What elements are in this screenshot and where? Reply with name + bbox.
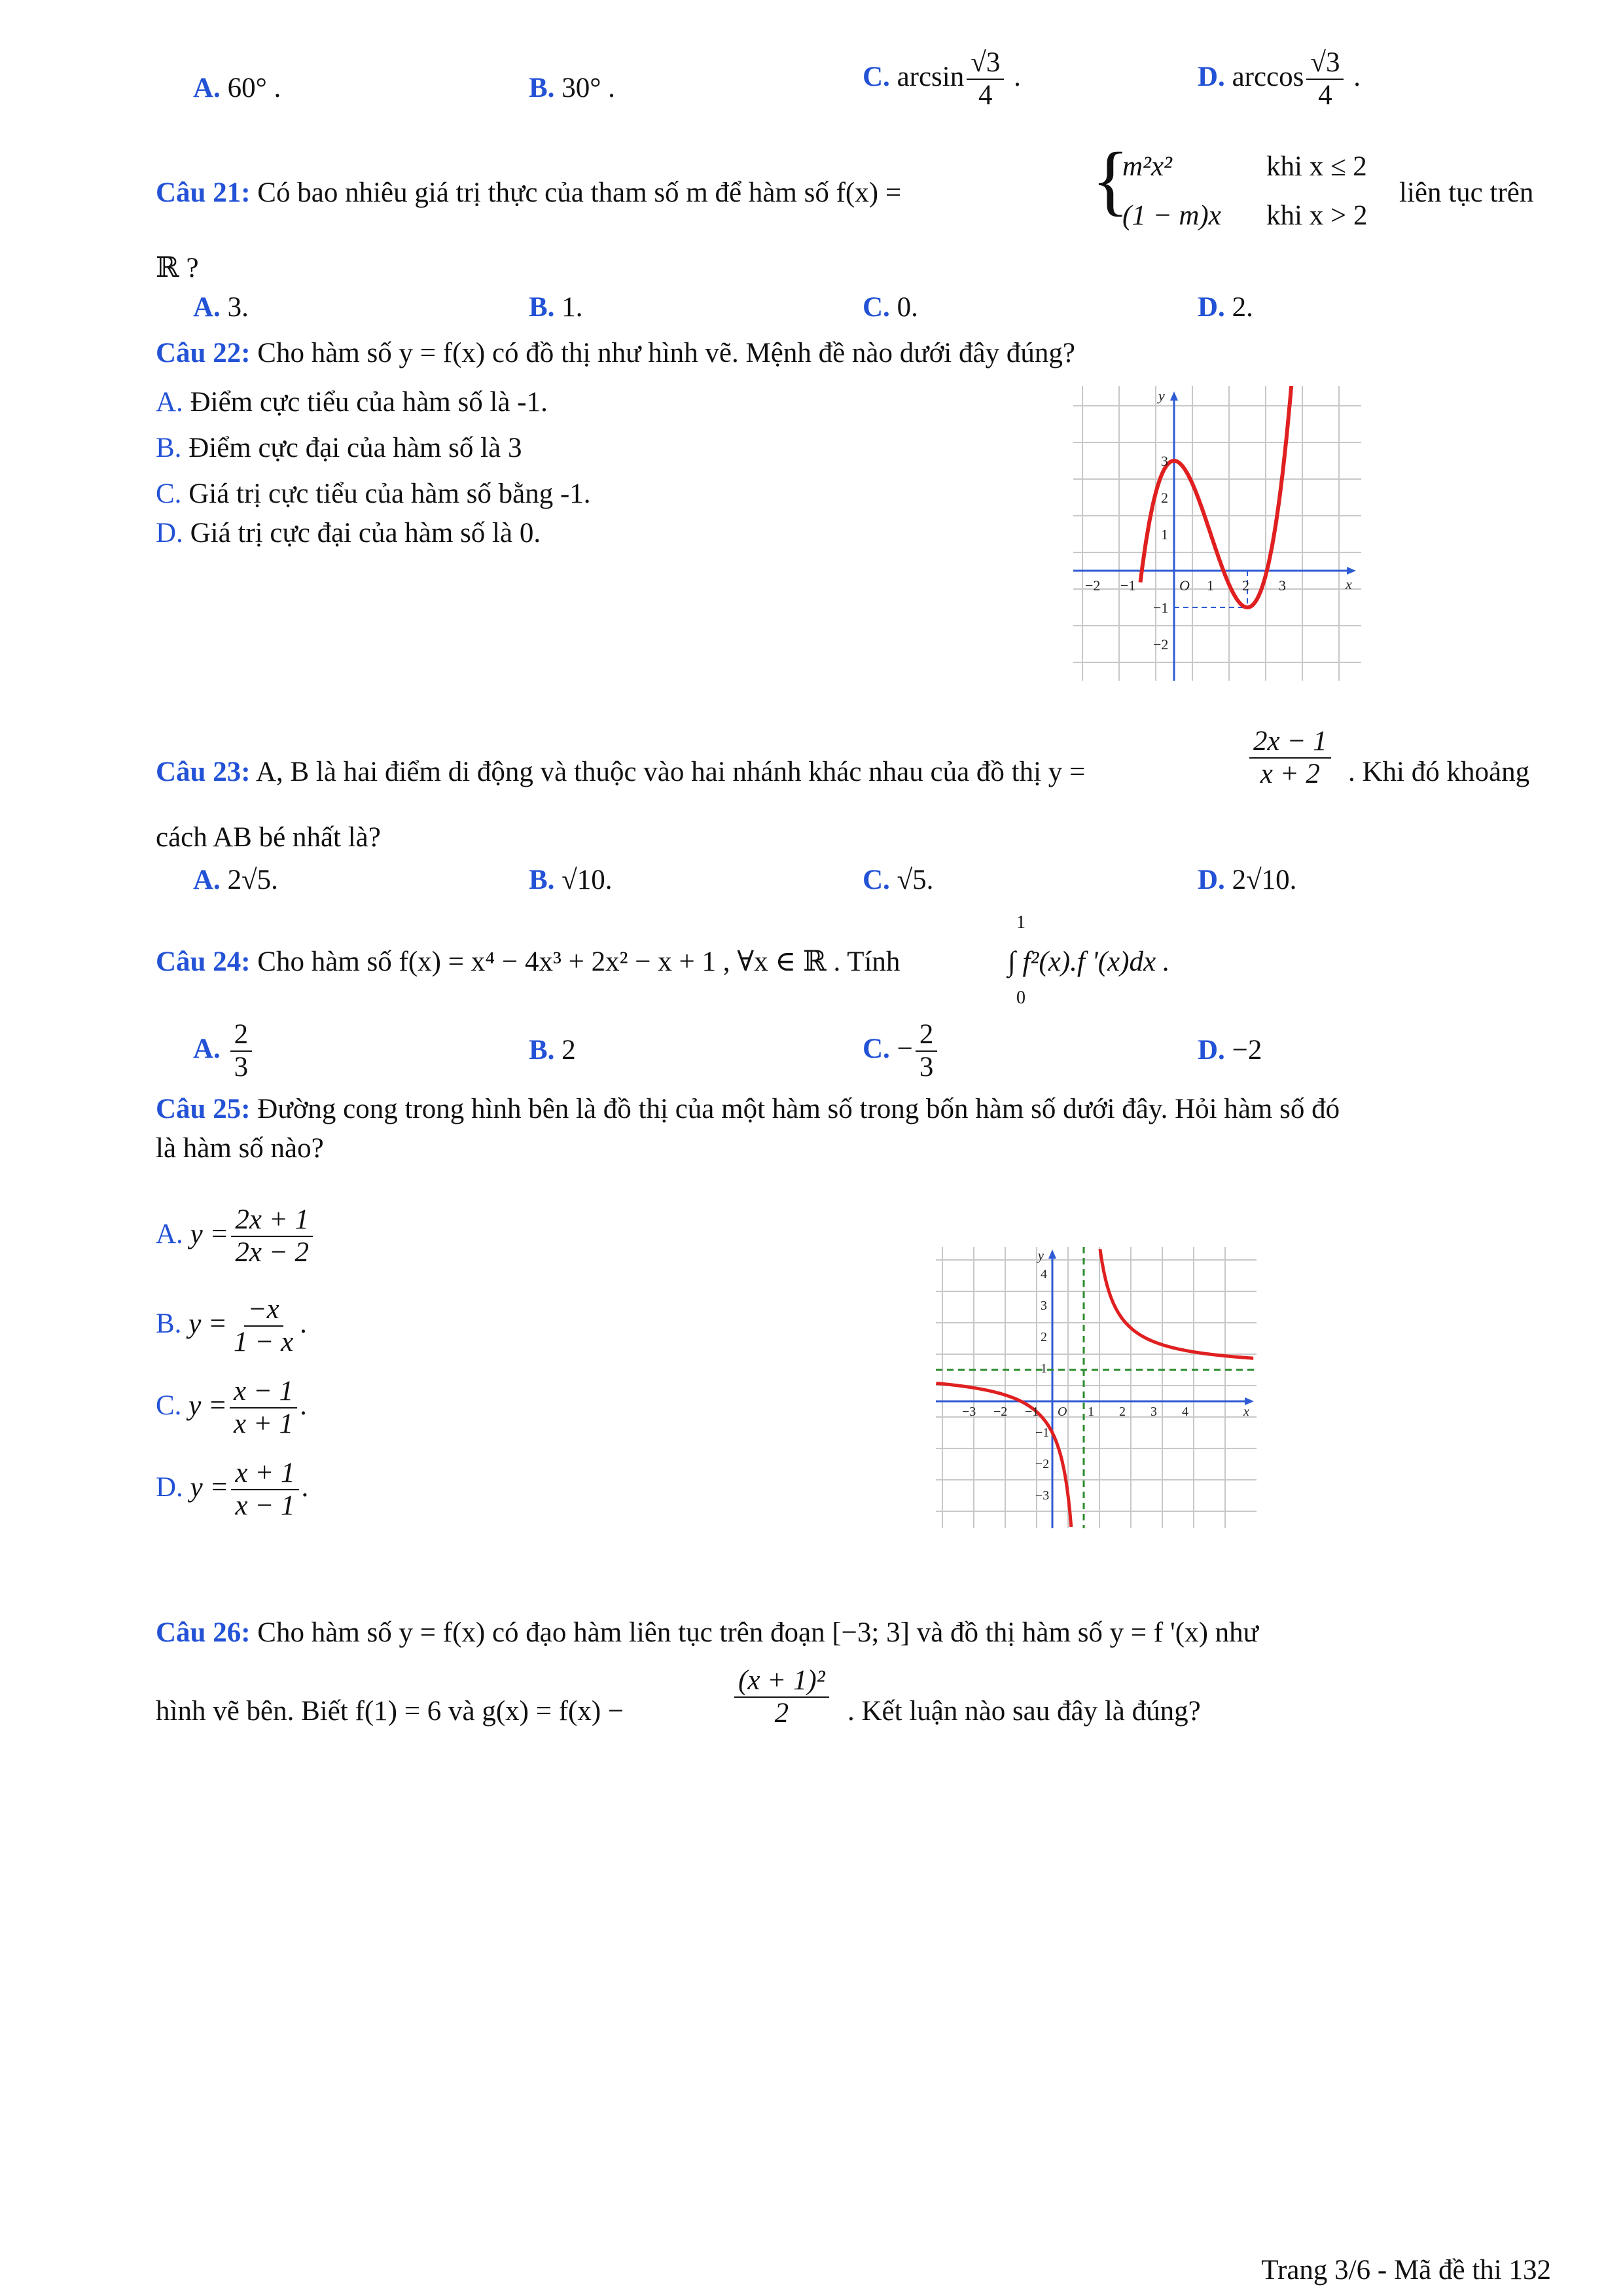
q24-option-b: B. 2 bbox=[529, 1035, 576, 1066]
q25-graph bbox=[936, 1247, 1257, 1528]
q21-option-d: D. 2. bbox=[1198, 292, 1253, 323]
q24-option-c: C. − $\frac{2}{3}$ bbox=[863, 1018, 940, 1083]
q21-case2: (1 − m)x bbox=[1122, 200, 1221, 231]
q22-y-tick: 1 bbox=[1161, 526, 1168, 543]
q23-fraction: $\frac{2x - 1}{x + 2}$ bbox=[1247, 725, 1334, 790]
q25-y-tick: −1 bbox=[1035, 1426, 1050, 1440]
q22-y-tick: 2 bbox=[1161, 490, 1168, 506]
q25-y-tick: 4 bbox=[1041, 1267, 1047, 1282]
q25-curve-right-branch bbox=[1100, 1249, 1253, 1358]
q22-x-tick: 3 bbox=[1279, 577, 1286, 594]
q25-stem: Câu 25: Đường cong trong hình bên là đồ thị của một hàm số trong bốn hàm số dưới đây. Hỏi hàm số đó bbox=[156, 1094, 1340, 1124]
q22-x-label: x bbox=[1346, 576, 1352, 592]
q25-y-arrow-icon bbox=[1048, 1249, 1056, 1259]
q25-option-c: C. y = $\frac{x - 1}{x + 1}$ . bbox=[156, 1376, 307, 1440]
q22-y-tick: 3 bbox=[1161, 453, 1168, 469]
q21-tail: liên tục trên bbox=[1399, 177, 1534, 208]
q23-option-a: A. 2√5. bbox=[193, 865, 278, 895]
q25-x-tick: −3 bbox=[962, 1405, 976, 1419]
q23-line2: cách AB bé nhất là? bbox=[156, 822, 381, 853]
q22-y-arrow-icon bbox=[1170, 391, 1178, 401]
q20-option-c: C. arcsin $\frac{√3}{4}$ . bbox=[863, 47, 1021, 111]
q21-option-c: C. 0. bbox=[863, 292, 918, 323]
q25-x-label: x bbox=[1243, 1405, 1249, 1419]
q25-x-tick: −1 bbox=[1025, 1405, 1039, 1419]
q23-stem: Câu 23: A, B là hai điểm di động và thuộc vào hai nhánh khác nhau của đồ thị y = bbox=[156, 757, 1086, 787]
q23-option-c: C. √5. bbox=[863, 865, 934, 895]
q24-lower-limit: 0 bbox=[1016, 988, 1026, 1008]
q25-y-tick: 3 bbox=[1041, 1299, 1047, 1313]
q22-option-d: D. Giá trị cực đại của hàm số là 0. bbox=[156, 518, 541, 548]
q25-x-tick: 3 bbox=[1150, 1405, 1157, 1419]
q21-brace: { bbox=[1092, 136, 1130, 223]
q21-option-b: B. 1. bbox=[529, 292, 583, 323]
q21-cond1: khi x ≤ 2 bbox=[1266, 151, 1367, 182]
q25-y-tick: −3 bbox=[1035, 1488, 1050, 1503]
q26-line2a: hình vẽ bên. Biết f(1) = 6 và g(x) = f(x) − bbox=[156, 1696, 624, 1727]
q20-option-d: D. arccos $\frac{√3}{4}$ . bbox=[1198, 47, 1361, 111]
q26-line2b: . Kết luận nào sau đây là đúng? bbox=[847, 1696, 1201, 1727]
q22-option-b: B. Điểm cực đại của hàm số là 3 bbox=[156, 433, 522, 463]
q22-x-tick: −2 bbox=[1085, 577, 1101, 594]
q21-tail2: ℝ ? bbox=[156, 253, 199, 283]
q23-option-d: D. 2√10. bbox=[1198, 865, 1297, 895]
q22-origin: O bbox=[1179, 577, 1190, 594]
q25-origin: O bbox=[1058, 1405, 1067, 1419]
q22-graph bbox=[1073, 386, 1361, 681]
q24-option-a: A. $\frac{2}{3}$ bbox=[193, 1018, 255, 1083]
q25-y-label: y bbox=[1038, 1249, 1044, 1263]
q24-upper-limit: 1 bbox=[1016, 912, 1026, 933]
q25-option-d: D. y = $\frac{x + 1}{x - 1}$ . bbox=[156, 1458, 309, 1522]
q21-stem: Câu 21: Có bao nhiêu giá trị thực của tham số m để hàm số f(x) = bbox=[156, 177, 902, 208]
q25-option-a: A. y = $\frac{2x + 1}{2x - 2}$ bbox=[156, 1203, 315, 1268]
q25-y-tick: 2 bbox=[1041, 1330, 1047, 1344]
q23-option-b: B. √10. bbox=[529, 865, 613, 895]
q22-x-tick: 1 bbox=[1207, 577, 1214, 594]
q22-option-a: A. Điểm cực tiểu của hàm số là -1. bbox=[156, 387, 548, 418]
page-footer: Trang 3/6 - Mã đề thi 132 bbox=[1261, 2255, 1551, 2286]
q22-y-label: y bbox=[1158, 387, 1165, 404]
q20-option-b: B. 30° . bbox=[529, 73, 615, 103]
q23-tail: . Khi đó khoảng bbox=[1348, 757, 1530, 787]
q25-x-tick: 2 bbox=[1119, 1405, 1126, 1419]
q22-y-tick: −2 bbox=[1153, 636, 1169, 653]
q24-integral: ∫ f²(x).f '(x)dx . bbox=[1008, 946, 1170, 977]
q25-y-tick: −2 bbox=[1035, 1457, 1050, 1471]
q25-x-tick: −2 bbox=[993, 1405, 1008, 1419]
q25-option-b: B. y = $\frac{-x}{1 - x}$ . bbox=[156, 1294, 307, 1358]
q21-option-a: A. 3. bbox=[193, 292, 249, 323]
q25-x-tick: 1 bbox=[1088, 1405, 1094, 1419]
q22-x-tick: 2 bbox=[1242, 577, 1249, 594]
q22-x-arrow-icon bbox=[1347, 567, 1356, 575]
q24-option-d: D. −2 bbox=[1198, 1035, 1262, 1066]
q22-stem: Câu 22: Cho hàm số y = f(x) có đồ thị như hình vẽ. Mệnh đề nào dưới đây đúng? bbox=[156, 338, 1075, 368]
q26-fraction: $\frac{\text{(x + 1)²}}{2}$ bbox=[732, 1664, 832, 1729]
q22-x-tick: −1 bbox=[1120, 577, 1136, 594]
q21-cond2: khi x > 2 bbox=[1266, 200, 1368, 231]
q22-y-tick: −1 bbox=[1153, 600, 1169, 616]
q25-line2: là hàm số nào? bbox=[156, 1133, 324, 1164]
q25-grid bbox=[936, 1247, 1257, 1528]
q21-case1: m²x² bbox=[1122, 151, 1172, 182]
q26-stem: Câu 26: Cho hàm số y = f(x) có đạo hàm liên tục trên đoạn [−3; 3] và đồ thị hàm số y = f '(x) như bbox=[156, 1617, 1258, 1648]
q22-grid bbox=[1073, 386, 1361, 681]
q25-x-tick: 4 bbox=[1182, 1405, 1188, 1419]
q25-y-tick: 1 bbox=[1041, 1361, 1047, 1376]
q22-option-c: C. Giá trị cực tiểu của hàm số bằng -1. bbox=[156, 478, 591, 509]
q20-option-a: A. 60° . bbox=[193, 73, 281, 103]
q24-stem: Câu 24: Cho hàm số f(x) = x⁴ − 4x³ + 2x² − x + 1 , ∀x ∈ ℝ . Tính bbox=[156, 946, 901, 977]
